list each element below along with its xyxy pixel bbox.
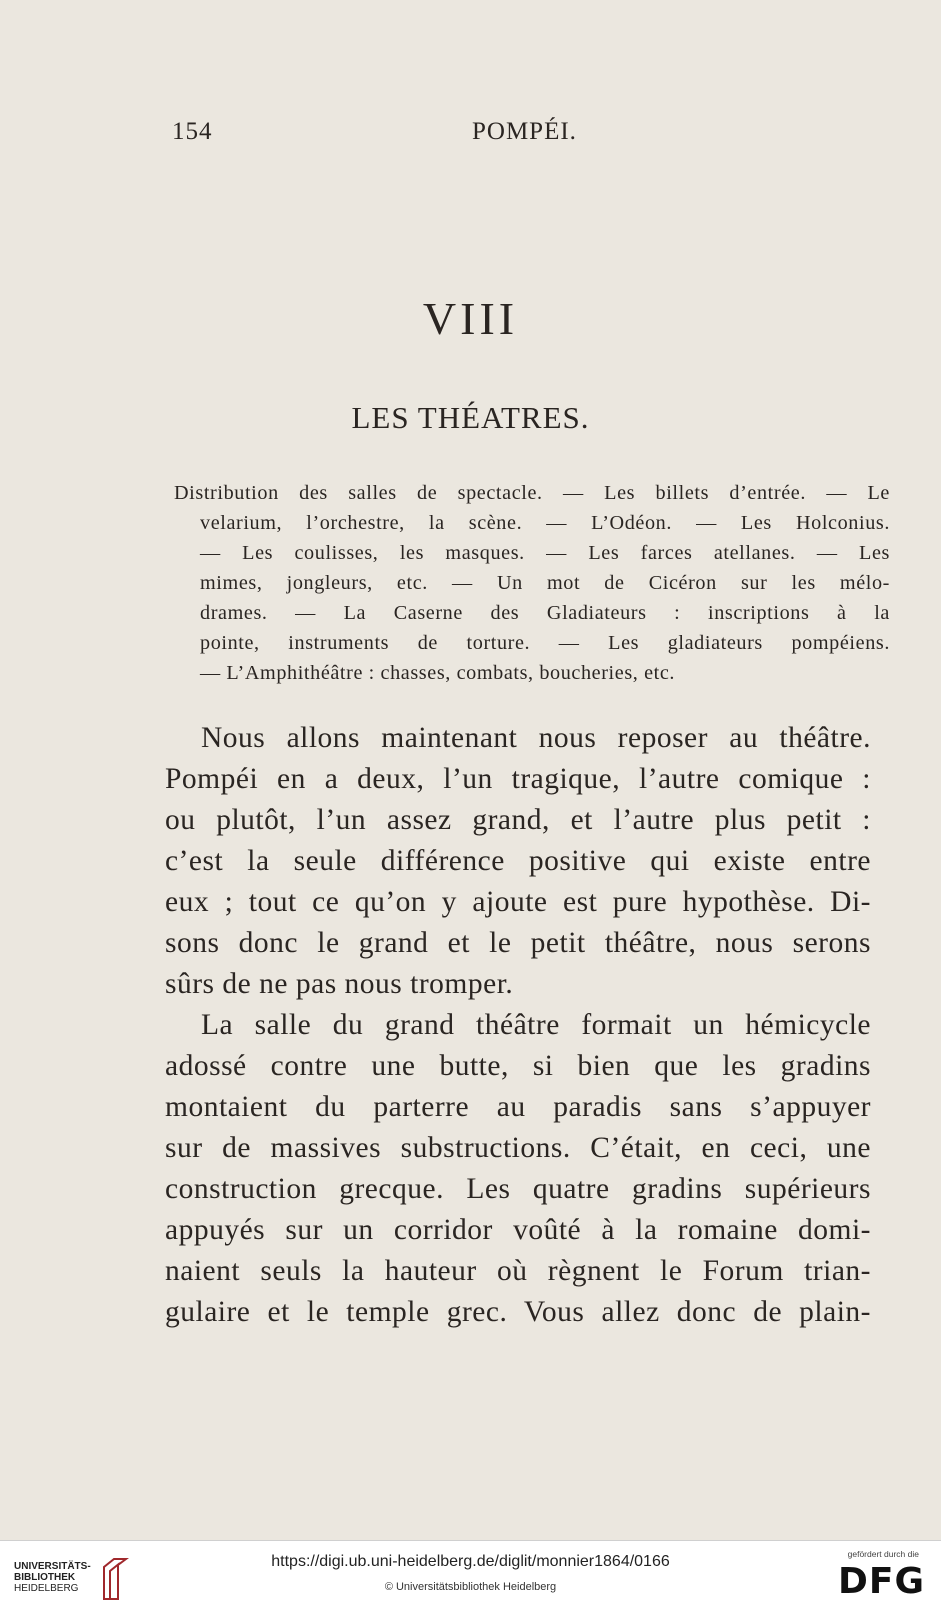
body-line: sur de massives substructions. C’était, en ceci, une [165, 1132, 871, 1164]
body-line: naient seuls la hauteur où règnent le Forum trian- [165, 1255, 871, 1287]
funder-note: gefördert durch die [847, 1549, 919, 1559]
summary-line: Distribution des salles de spectacle. — Les billets d’entrée. — Le [174, 482, 890, 504]
body-line: eux ; tout ce qu’on y ajoute est pure hypothèse. Di- [165, 886, 871, 918]
body-line: gulaire et le temple grec. Vous allez donc de plain- [165, 1296, 871, 1328]
library-name-line: UNIVERSITÄTS- [14, 1561, 91, 1572]
body-line: sons donc le grand et le petit théâtre, nous serons [165, 927, 871, 959]
page-header [172, 118, 912, 148]
body-line: c’est la seule différence positive qui existe entre [165, 845, 871, 877]
summary-line: pointe, instruments de torture. — Les gladiateurs pompéiens. [200, 632, 890, 654]
body-line: adossé contre une butte, si bien que les gradins [165, 1050, 871, 1082]
dfg-logo: DFG [837, 1561, 925, 1602]
body-line: Nous allons maintenant nous reposer au théâtre. [201, 722, 871, 754]
page-number: 154 [172, 118, 213, 145]
library-name-line: BIBLIOTHEK [14, 1572, 76, 1583]
body-line: Pompéi en a deux, l’un tragique, l’autre comique : [165, 763, 871, 795]
body-line: appuyés sur un corridor voûté à la romaine domi- [165, 1214, 871, 1246]
viewer-footer [0, 1540, 941, 1611]
copyright-notice: © Universitätsbibliothek Heidelberg [384, 1581, 557, 1593]
chapter-number: VIII [422, 293, 519, 344]
summary-line: — Les coulisses, les masques. — Les farces atellanes. — Les [200, 542, 890, 564]
body-line: construction grecque. Les quatre gradins supérieurs [165, 1173, 871, 1205]
library-name-line: HEIDELBERG [14, 1583, 79, 1594]
body-line: sûrs de ne pas nous tromper. [165, 968, 514, 1000]
running-title: POMPÉI. [472, 118, 577, 145]
body-line: La salle du grand théâtre formait un hémicycle [201, 1009, 871, 1041]
body-line: ou plutôt, l’un assez grand, et l’autre plus petit : [165, 804, 871, 836]
body-text [165, 718, 871, 1333]
body-line: montaient du parterre au paradis sans s’appuyer [165, 1091, 871, 1123]
chapter-summary [174, 478, 890, 688]
summary-line: velarium, l’orchestre, la scène. — L’Odéon. — Les Holconius. [200, 512, 890, 534]
summary-line: — L’Amphithéâtre : chasses, combats, boucheries, etc. [200, 662, 676, 684]
summary-line: drames. — La Caserne des Gladiateurs : inscriptions à la [200, 602, 890, 624]
source-url-link[interactable]: https://digi.ub.uni-heidelberg.de/diglit/monnier1864/0166 [271, 1553, 670, 1570]
chapter-title: LES THÉATRES. [351, 400, 590, 435]
summary-line: mimes, jongleurs, etc. — Un mot de Cicéron sur les mélo- [200, 572, 890, 594]
